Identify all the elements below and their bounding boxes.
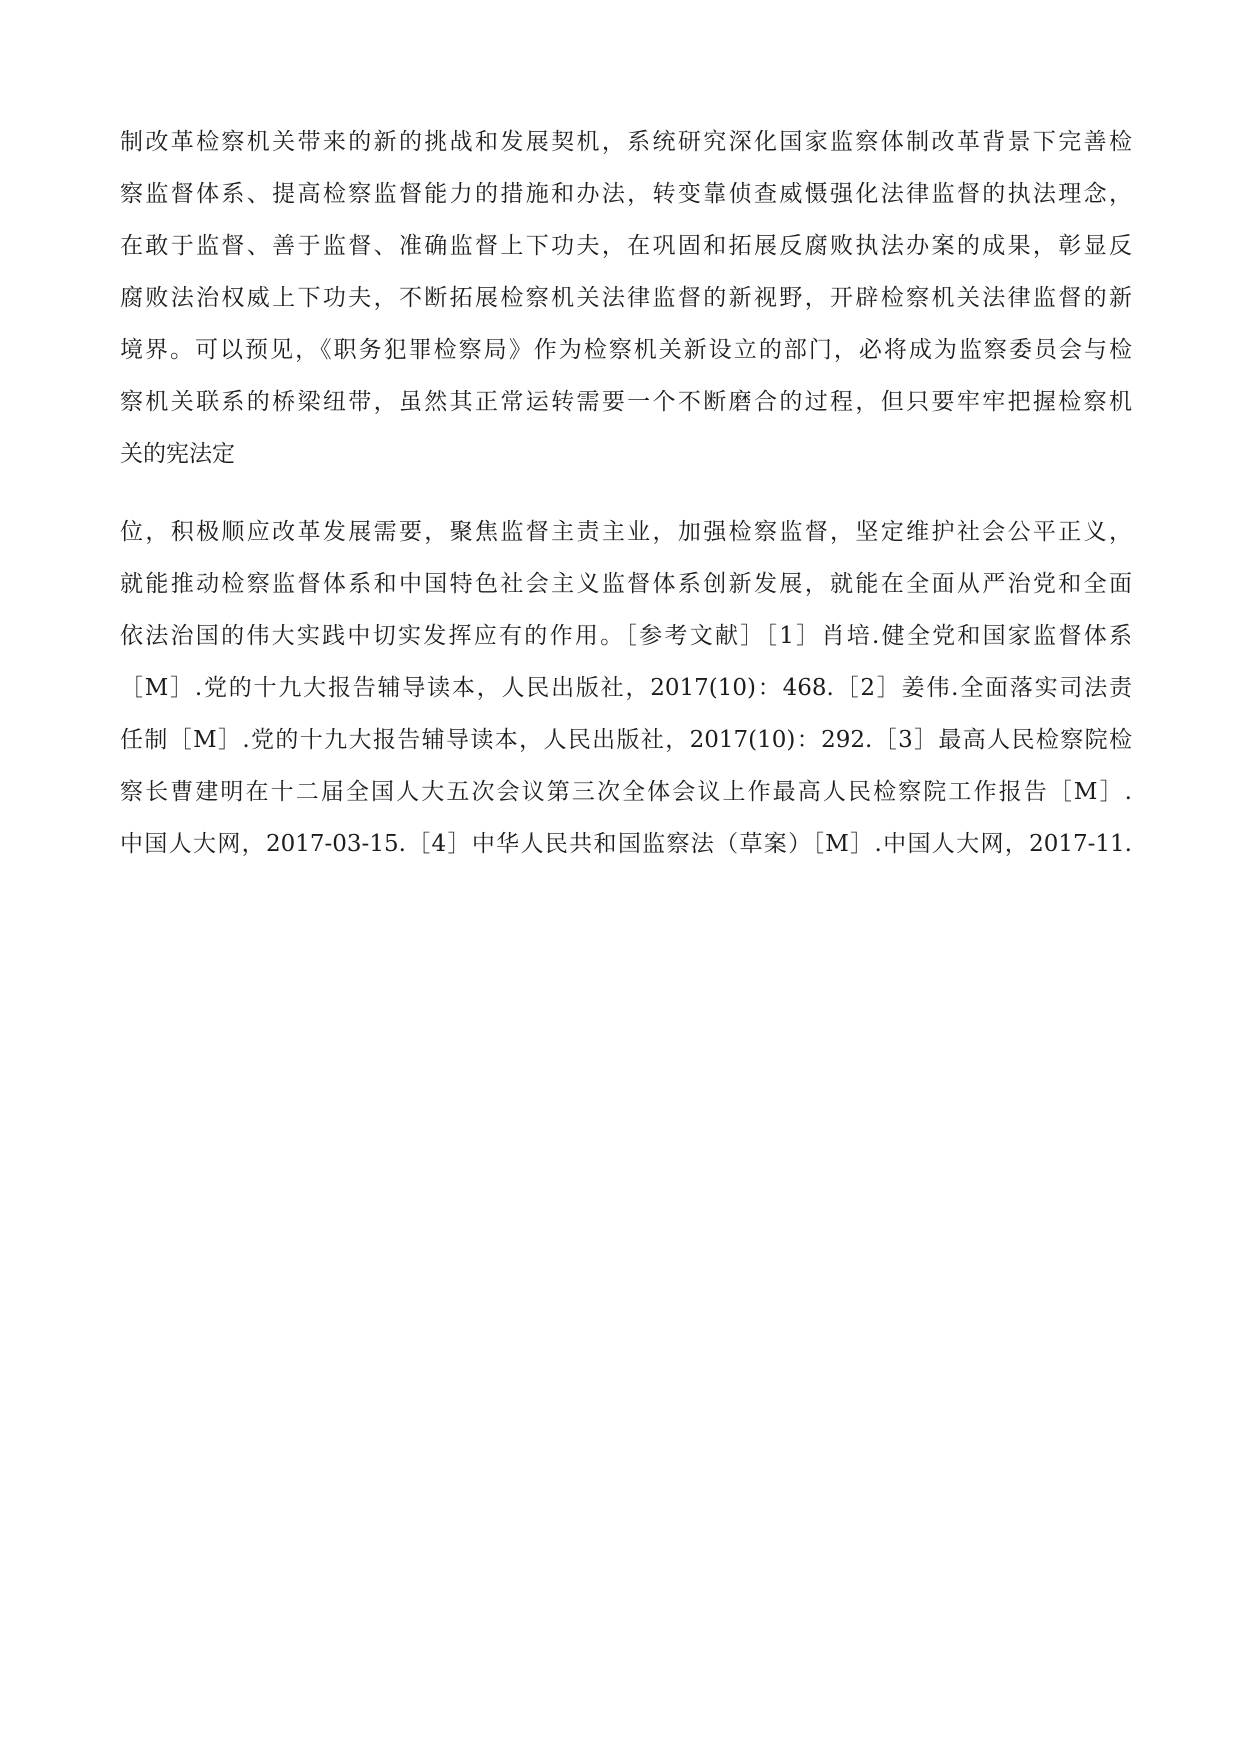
text-line: 任制［M］.党的十九大报告辅导读本，人民出版社，2017(10)：292.［3］最高人民检察院检 (120, 727, 1132, 753)
references-paragraph (120, 506, 1132, 870)
text-line: 中国人大网，2017-03-15.［4］中华人民共和国监察法（草案）［M］.中国人大网，2017-11. (120, 831, 1132, 857)
text-line: 在敢于监督、善于监督、准确监督上下功夫，在巩固和拓展反腐败执法办案的成果，彰显反 (120, 233, 1132, 259)
text-line: 依法治国的伟大实践中切实发挥应有的作用。［参考文献］［1］肖培.健全党和国家监督体系 (120, 623, 1132, 649)
text-line: 位，积极顺应改革发展需要，聚焦监督主责主业，加强检察监督，坚定维护社会公平正义， (120, 519, 1132, 545)
text-line: 就能推动检察监督体系和中国特色社会主义监督体系创新发展，就能在全面从严治党和全面 (120, 571, 1132, 597)
text-line: ［M］.党的十九大报告辅导读本，人民出版社，2017(10)：468.［2］姜伟.全面落实司法责 (120, 675, 1132, 701)
text-line: 察机关联系的桥梁纽带，虽然其正常运转需要一个不断磨合的过程，但只要牢牢把握检察机 (120, 389, 1132, 415)
text-line: 境界。可以预见，《职务犯罪检察局》作为检察机关新设立的部门，必将成为监察委员会与检 (120, 337, 1132, 363)
text-line: 察监督体系、提高检察监督能力的措施和办法，转变靠侦查威慑强化法律监督的执法理念， (120, 181, 1132, 207)
text-line: 关的宪法定 (120, 441, 235, 467)
text-line: 察长曹建明在十二届全国人大五次会议第三次全体会议上作最高人民检察院工作报告［M］. (120, 779, 1132, 805)
text-line: 腐败法治权威上下功夫，不断拓展检察机关法律监督的新视野，开辟检察机关法律监督的新 (120, 285, 1132, 311)
text-line: 制改革检察机关带来的新的挑战和发展契机，系统研究深化国家监察体制改革背景下完善检 (120, 129, 1132, 155)
body-paragraph (120, 116, 1132, 480)
